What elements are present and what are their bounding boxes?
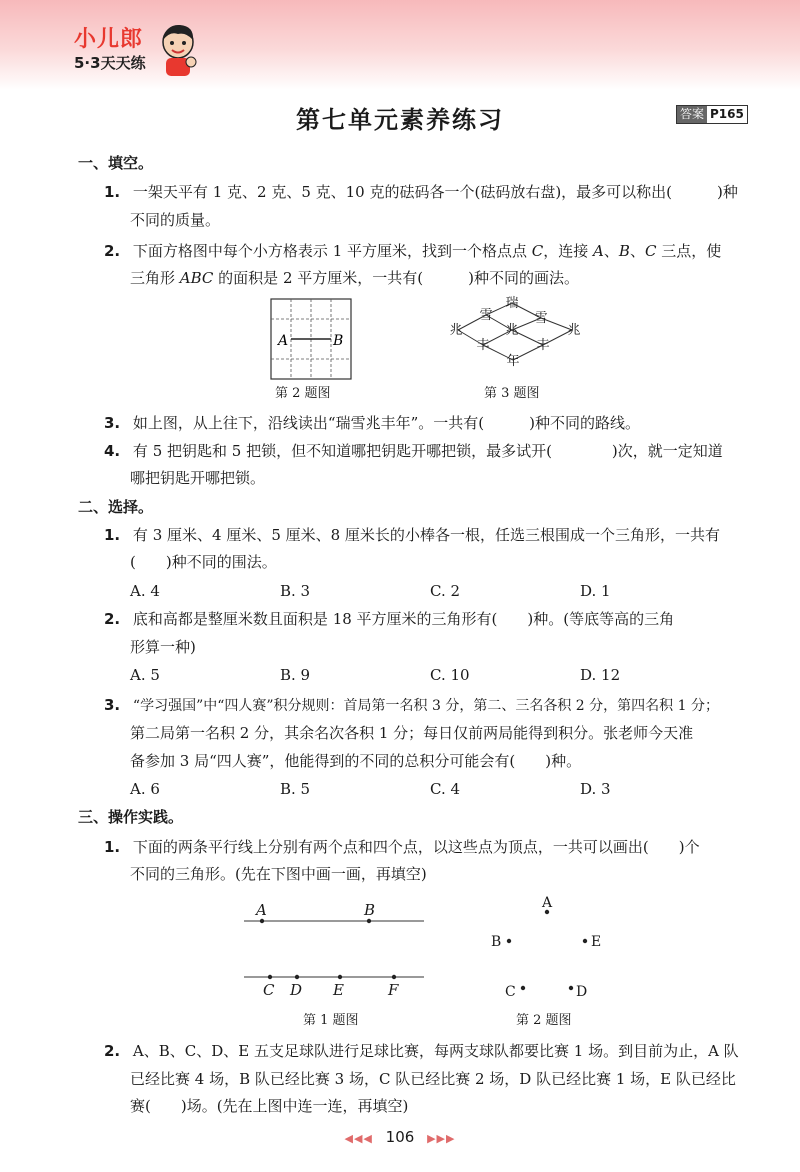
s3-q2-line2: 已经比赛 4 场，B 队已经比赛 3 场，C 队已经比赛 2 场，D 队已经比赛 1 场，E 队已经比 [130, 1070, 736, 1088]
s2-q3-option-c[interactable]: C. 4 [430, 780, 461, 798]
brand-name: 小儿郎 [74, 27, 144, 52]
lattice-zhao-left: 兆 [449, 323, 463, 338]
s2-q1-line1 [104, 524, 720, 546]
lattice-zhao-right: 兆 [567, 323, 581, 338]
label-c: C [263, 981, 275, 999]
grid-label-b: B [333, 333, 344, 349]
s1-q2-text-a: 下面方格图中每个小方格表示 1 平方厘米，找到一个格点点 [132, 242, 532, 260]
point-a-dot [260, 919, 264, 923]
s1-q2-line2-c: 的面积是 2 平方厘米，一共有( )种不同的画法。 [213, 269, 579, 287]
answer-reference [676, 105, 748, 124]
s2-q1-line2: ( )种不同的围法。 [130, 553, 277, 571]
s2-q3-option-a[interactable]: A. 6 [130, 780, 160, 798]
section-3-title: 三、操作实践。 [78, 808, 184, 826]
grid-figure [270, 298, 352, 380]
s1-q2-point-c2: C [644, 242, 657, 260]
left-arrows-icon: ◀◀◀ [344, 1132, 373, 1145]
brand-logo [62, 22, 202, 82]
s1-q2-number: 2. [104, 242, 121, 260]
s2-q1-option-a[interactable]: A. 4 [130, 582, 160, 600]
s2-q3-line1 [104, 694, 719, 717]
parallel-lines-caption: 第 1 题图 [303, 1013, 359, 1028]
s1-q2-point-a: A [593, 242, 604, 260]
lattice-feng-left: 丰 [476, 338, 490, 353]
s2-q2-line2: 形算一种) [130, 638, 196, 656]
s1-q1-line1 [104, 181, 738, 203]
series-name: 5·3天天练 [74, 54, 146, 72]
team-c-dot [521, 986, 525, 990]
answer-page: P165 [710, 107, 744, 121]
s2-q2-option-b[interactable]: B. 9 [280, 666, 311, 684]
grid-label-a: A [278, 333, 289, 349]
team-e-dot [583, 939, 587, 943]
s3-q2-line3: 赛( )场。(先在上图中连一连，再填空) [130, 1097, 409, 1115]
section-2-title: 二、选择。 [78, 498, 154, 516]
s1-q3-text: 如上图，从上往下，沿线读出“瑞雪兆丰年”。一共有( )种不同的路线。 [132, 414, 640, 432]
s1-q1-number: 1. [104, 183, 121, 201]
team-label-b: B [491, 934, 502, 950]
s2-q3-line3: 备参加 3 局“四人赛”，他能得到的不同的总积分可能会有( )种。 [130, 752, 582, 770]
team-label-a: A [542, 895, 553, 911]
lattice-rui: 瑞 [505, 296, 519, 311]
label-b: B [364, 901, 376, 919]
section-1-title: 一、填空。 [78, 154, 154, 172]
s1-q1-line2: 不同的质量。 [130, 211, 221, 229]
label-f: F [388, 981, 399, 999]
team-label-e: E [591, 934, 602, 950]
team-d-dot [569, 986, 573, 990]
point-d-dot [295, 975, 299, 979]
s2-q1-text: 有 3 厘米、4 厘米、5 厘米、8 厘米长的小棒各一根，任选三根围成一个三角形，一共有 [132, 526, 720, 544]
s3-q2-line1 [104, 1040, 739, 1062]
lattice-xue-left: 雪 [479, 308, 493, 323]
lattice-xue-right: 雪 [534, 311, 548, 326]
s2-q3-number: 3. [104, 696, 121, 714]
s2-q1-option-c[interactable]: C. 2 [430, 582, 461, 600]
point-b-dot [367, 919, 371, 923]
label-e: E [333, 981, 344, 999]
point-f-dot [392, 975, 396, 979]
right-arrows-icon: ▶▶▶ [427, 1132, 456, 1145]
s2-q1-number: 1. [104, 526, 121, 544]
lattice-figure [442, 290, 592, 370]
label-a: A [256, 901, 267, 919]
s1-q3-line [104, 412, 640, 434]
teams-figure [485, 888, 615, 1008]
answer-label: 答案 [677, 106, 707, 123]
lattice-nian: 年 [506, 354, 520, 369]
lattice-zhao-middle: 兆 [505, 323, 519, 338]
lattice-feng-right: 丰 [536, 338, 550, 353]
s2-q1-option-d[interactable]: D. 1 [580, 582, 611, 600]
s1-q2-triangle: ABC [179, 269, 214, 287]
s1-q4-number: 4. [104, 442, 121, 460]
s3-q2-number: 2. [104, 1042, 121, 1060]
s2-q2-option-a[interactable]: A. 5 [130, 666, 160, 684]
s2-q2-text: 底和高都是整厘米数且面积是 18 平方厘米的三角形有( )种。(等底等高的三角 [132, 610, 675, 628]
s1-q3-number: 3. [104, 414, 121, 432]
s3-q1-line1 [104, 836, 700, 858]
page-footer [0, 1128, 800, 1146]
s2-q1-option-b[interactable]: B. 3 [280, 582, 311, 600]
s1-q2-text-g: 、 [629, 242, 645, 260]
s1-q2-line1 [104, 240, 721, 262]
s1-q2-text-e: 、 [603, 242, 619, 260]
s2-q2-option-d[interactable]: D. 12 [580, 666, 621, 684]
s2-q2-line1 [104, 608, 674, 630]
s1-q2-text-c: ，连接 [543, 242, 594, 260]
page-title: 第七单元素养练习 [296, 106, 504, 134]
s1-q2-point-c: C [531, 242, 544, 260]
s1-q2-text-i: 三点，使 [656, 242, 722, 260]
parallel-lines-figure [240, 895, 430, 1005]
grid-figure-caption: 第 2 题图 [275, 386, 331, 401]
s1-q4-line2: 哪把钥匙开哪把锁。 [130, 469, 266, 487]
s3-q1-line2: 不同的三角形。(先在下图中画一画，再填空) [130, 865, 427, 883]
team-label-c: C [505, 984, 516, 1000]
s2-q3-option-b[interactable]: B. 5 [280, 780, 311, 798]
s1-q2-line2-a: 三角形 [130, 269, 180, 287]
s2-q2-option-c[interactable]: C. 10 [430, 666, 470, 684]
lattice-figure-caption: 第 3 题图 [484, 386, 540, 401]
s2-q3-text: “学习强国”中“四人赛”积分规则：首局第一名积 3 分，第二、三名各积 2 分，第四名积 1 分； [132, 698, 719, 714]
team-label-d: D [576, 984, 588, 1000]
s1-q2-line2 [130, 267, 579, 289]
team-b-dot [507, 939, 511, 943]
s3-q1-text: 下面的两条平行线上分别有两个点和四个点，以这些点为顶点，一共可以画出( )个 [132, 838, 700, 856]
point-c-dot [268, 975, 272, 979]
page-number: 106 [385, 1128, 415, 1146]
s3-q1-number: 1. [104, 838, 121, 856]
s1-q4-line1 [104, 440, 723, 462]
mascot-icon [158, 22, 198, 78]
s1-q1-text: 一架天平有 1 克、2 克、5 克、10 克的砝码各一个(砝码放右盘)，最多可以称出( )种 [132, 183, 738, 201]
s2-q2-number: 2. [104, 610, 121, 628]
s2-q3-line2: 第二局第一名积 2 分，其余名次各积 1 分；每日仅前两局能得到积分。张老师今天准 [130, 724, 694, 742]
teams-figure-caption: 第 2 题图 [516, 1013, 572, 1028]
s1-q4-text: 有 5 把钥匙和 5 把锁，但不知道哪把钥匙开哪把锁，最多试开( )次，就一定知道 [132, 442, 723, 460]
s1-q2-point-b: B [618, 242, 630, 260]
s3-q2-text: A、B、C、D、E 五支足球队进行足球比赛，每两支球队都要比赛 1 场。到目前为止，A 队 [132, 1042, 739, 1060]
s2-q3-option-d[interactable]: D. 3 [580, 780, 611, 798]
point-e-dot [338, 975, 342, 979]
label-d: D [290, 981, 303, 999]
